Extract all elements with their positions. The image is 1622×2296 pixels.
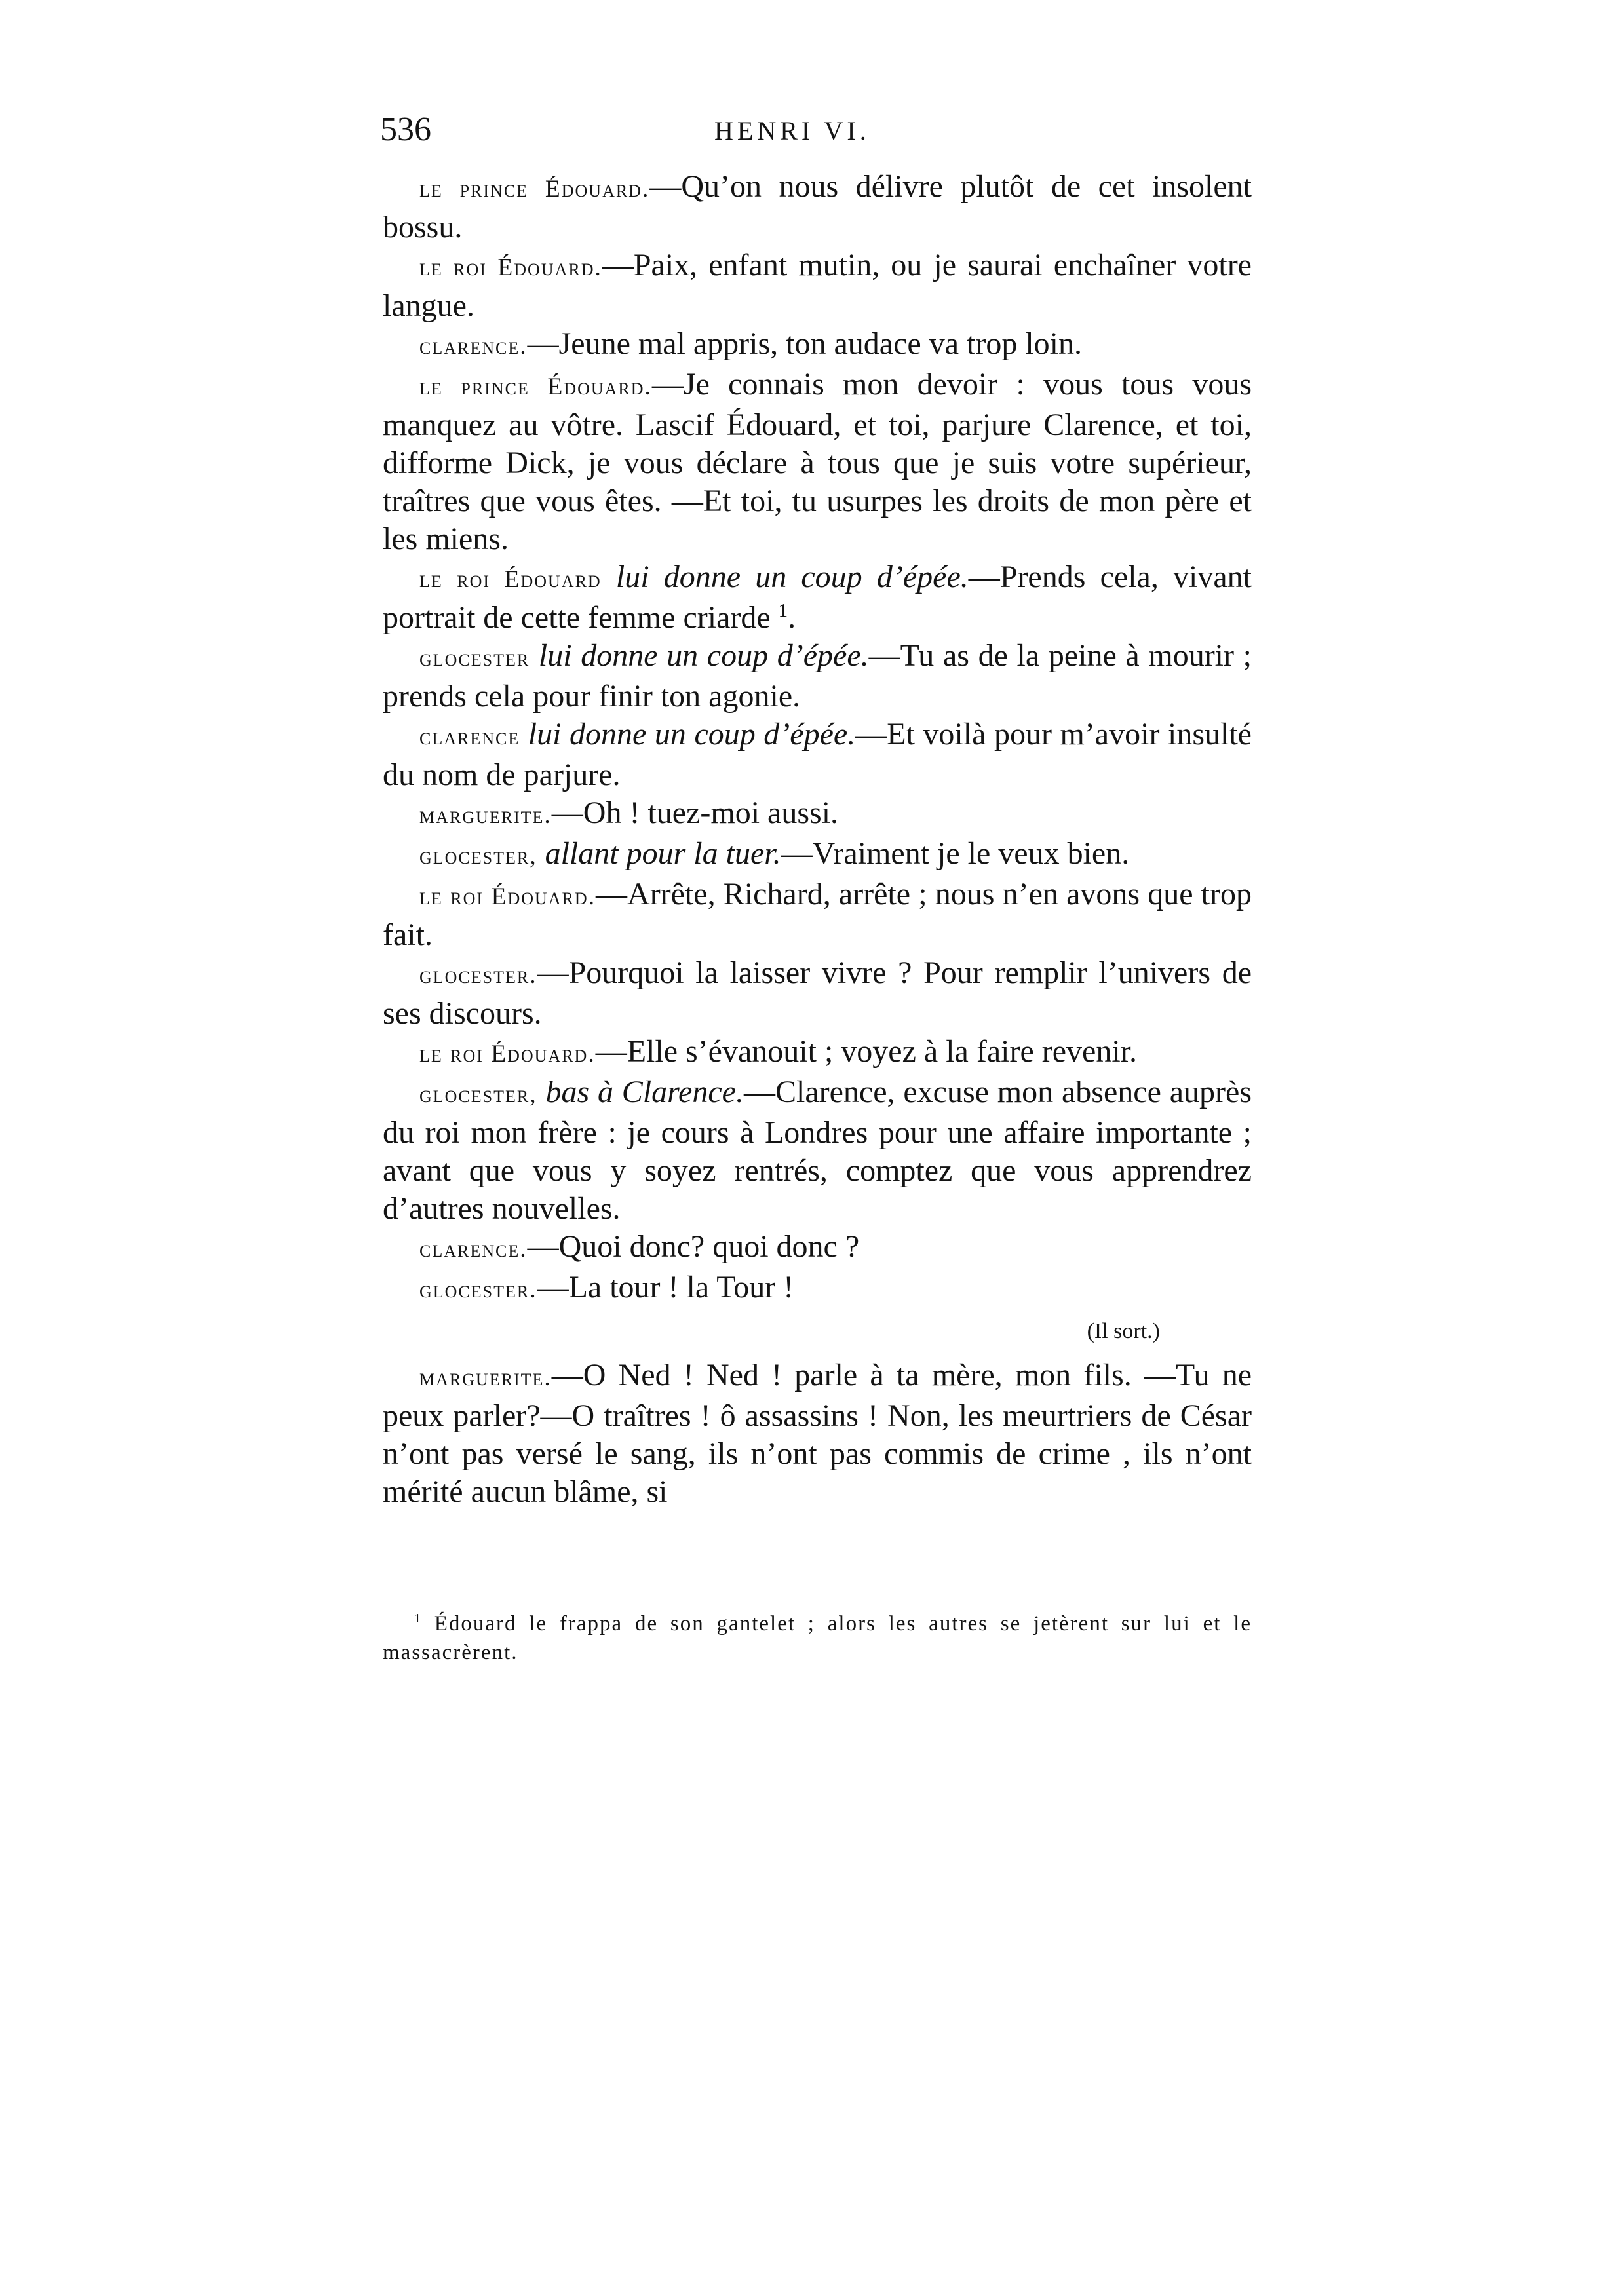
speech-glocester-1 — [383, 637, 1252, 716]
speech-glocester-3 — [383, 954, 1252, 1033]
speech-text: —La tour ! la Tour ! — [537, 1270, 794, 1305]
page-header — [380, 110, 1252, 149]
speech-text: —Paix, enfant mutin, ou je saurai enchaîner votre langue. — [383, 248, 1252, 323]
speaker-name: glocester — [419, 645, 530, 672]
speech-marguerite-1 — [383, 794, 1252, 835]
speaker-name: clarence — [419, 723, 520, 750]
speaker-name: clarence. — [419, 333, 528, 360]
speech-roi-edouard-1 — [383, 246, 1252, 325]
footnote-marker: 1 — [414, 1611, 422, 1626]
speech-roi-edouard-2 — [383, 558, 1252, 637]
speaker-name: marguerite. — [419, 802, 552, 829]
speech-text: —Tu as de la peine à mourir ; prends cela pour finir ton agonie. — [383, 638, 1252, 714]
speech-text: —Vraiment je le veux bien. — [781, 836, 1130, 871]
speaker-name: clarence. — [419, 1236, 528, 1263]
footnote — [383, 1609, 1252, 1667]
speech-text: —Et voilà pour m’avoir insulté du nom de parjure. — [383, 717, 1252, 792]
speech-text: —Prends cela, vivant portrait de cette femme criarde — [383, 560, 1252, 635]
speaker-name: marguerite. — [419, 1364, 552, 1391]
speaker-name: glocester, — [419, 843, 537, 870]
speech-clarence-3 — [383, 1228, 1252, 1269]
stage-direction: allant pour la tuer. — [537, 836, 781, 871]
speech-text: —Jeune mal appris, ton audace va trop loin. — [527, 326, 1083, 361]
speech-text-end: . — [788, 600, 796, 635]
speaker-name: le prince Édouard. — [419, 176, 650, 202]
speech-text: —Clarence, excuse mon absence auprès du roi mon frère : je cours à Londres pour une affaire importante ; avant que vous y soyez rentrés, comptez que vous apprendrez d’autres nouvelles. — [383, 1075, 1252, 1226]
speech-glocester-2 — [383, 835, 1252, 875]
speaker-name: le roi Édouard. — [419, 1041, 596, 1067]
page-number: 536 — [380, 111, 431, 148]
speech-prince-edouard-2 — [383, 366, 1252, 558]
speaker-name: le roi Édouard. — [419, 883, 596, 910]
stage-direction: bas à Clarence. — [537, 1075, 744, 1109]
exit-stage-direction: (Il sort.) — [1087, 1319, 1160, 1343]
footnote-text: Édouard le frappa de son gantelet ; alors les autres se jetèrent sur lui et le massacrèrent. — [383, 1612, 1252, 1664]
speaker-name: glocester. — [419, 962, 537, 989]
speech-clarence-2 — [383, 716, 1252, 794]
speaker-name: glocester, — [419, 1081, 537, 1108]
speech-text: —O Ned ! Ned ! parle à ta mère, mon fils. —Tu ne peux parler?—O traîtres ! ô assassins ! Non, les meurtriers de César n’ont pas versé le sang, ils n’ont pas commis de crime , ils n’ont mérité aucun blâme, si — [383, 1358, 1252, 1509]
speech-text: —Qu’on nous délivre plutôt de cet insolent bossu. — [383, 169, 1252, 244]
speech-prince-edouard-1 — [383, 168, 1252, 246]
speech-glocester-4 — [383, 1073, 1252, 1228]
running-title: HENRI VI. — [714, 116, 870, 145]
speech-marguerite-2 — [383, 1356, 1252, 1511]
speaker-name: le roi Édouard. — [419, 254, 602, 281]
speech-clarence-1 — [383, 325, 1252, 366]
body-text — [383, 168, 1252, 1511]
speech-text: —Quoi donc? quoi donc ? — [527, 1229, 860, 1264]
stage-direction: lui donne un coup d’épée. — [520, 717, 856, 752]
speaker-name: glocester. — [419, 1276, 537, 1303]
speech-text: —Elle s’évanouit ; voyez à la faire revenir. — [595, 1034, 1138, 1069]
stage-direction: lui donne un coup d’épée. — [601, 560, 969, 594]
stage-direction: lui donne un coup d’épée. — [530, 638, 869, 673]
speaker-name: le prince Édouard. — [419, 373, 652, 400]
speaker-name: le roi Édouard — [419, 566, 602, 593]
speech-text: —Je connais mon devoir : vous tous vous manquez au vôtre. Lascif Édouard, et toi, parjure Clarence, et toi, difforme Dick, je vous déclare à tous que je suis votre supérieur, traîtres que vous êtes. —Et toi, tu usurpes les droits de mon père et les miens. — [383, 367, 1252, 556]
speech-text: —Oh ! tuez-moi aussi. — [551, 795, 839, 830]
footnote-reference: 1 — [778, 600, 788, 621]
speech-text: —Pourquoi la laisser vivre ? Pour remplir l’univers de ses discours. — [383, 955, 1252, 1031]
speech-roi-edouard-3 — [383, 875, 1252, 954]
speech-text: —Arrête, Richard, arrête ; nous n’en avons que trop fait. — [383, 877, 1252, 952]
speech-glocester-5 — [383, 1269, 1252, 1309]
speech-roi-edouard-4 — [383, 1033, 1252, 1073]
